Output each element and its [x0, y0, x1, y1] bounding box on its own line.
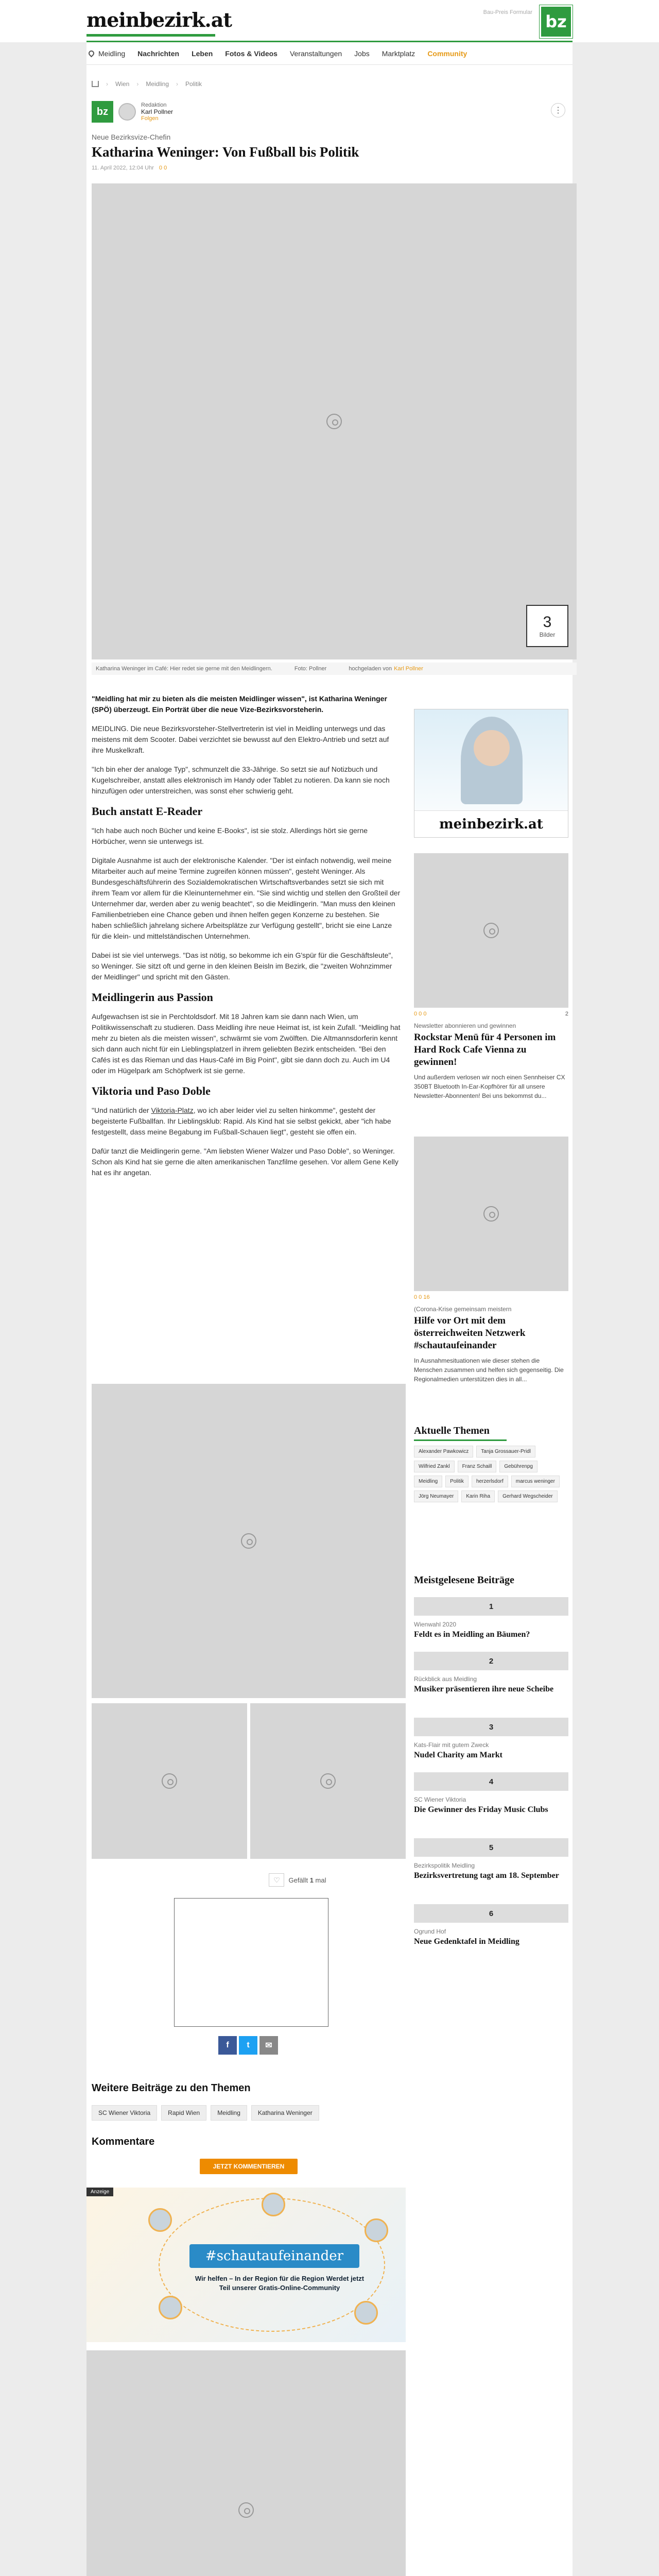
nav-item-nachrichten[interactable]: Nachrichten — [137, 49, 180, 58]
most-read-item[interactable] — [414, 1597, 568, 1640]
sidebar-card-image[interactable] — [414, 853, 568, 1008]
topics-list — [414, 1446, 568, 1505]
bz-logo[interactable]: bz — [540, 5, 573, 38]
author-row — [92, 100, 565, 126]
card-counts[interactable]: 0 0 0 — [414, 1011, 427, 1017]
sidebar-card-image[interactable] — [414, 1137, 568, 1291]
most-read-item[interactable] — [414, 1838, 568, 1881]
most-read-item[interactable] — [414, 1904, 568, 1947]
related-topics-title: Weitere Beiträge zu den Themen — [92, 2082, 251, 2094]
rank-kicker: Ogrund Hof — [414, 1928, 446, 1935]
topics-underline — [414, 1439, 507, 1441]
nav-item-community[interactable]: Community — [427, 49, 467, 58]
header-tagline[interactable]: Bau-Preis Formular — [483, 9, 532, 15]
author-name[interactable]: Karl Pollner — [141, 108, 174, 115]
image-loading-icon — [320, 1773, 336, 1789]
breadcrumb-sep: › — [106, 80, 108, 88]
article-counts[interactable]: 0 0 — [159, 165, 167, 171]
sidebar-ad[interactable] — [414, 709, 568, 838]
sidebar-ad-banner: meinbezirk.at — [414, 810, 568, 837]
most-read-item[interactable] — [414, 1718, 568, 1760]
image-loading-icon — [162, 1773, 177, 1789]
mail-share-icon[interactable]: ✉ — [259, 2036, 278, 2055]
image-caption — [92, 663, 577, 675]
caption-upload-prefix: hochgeladen von — [349, 666, 392, 672]
image-loading-icon — [483, 1206, 499, 1222]
nav-item-marktplatz[interactable]: Marktplatz — [381, 49, 415, 58]
sidebar-card-stats — [414, 1011, 568, 1017]
article-paragraph — [92, 1105, 401, 1138]
nav-item-veranstaltungen[interactable]: Veranstaltungen — [289, 49, 342, 58]
related-tags — [92, 2105, 323, 2121]
caption-upload — [349, 666, 423, 672]
article-subheading: Meidlingerin aus Passion — [92, 991, 213, 1004]
rank-number: 1 — [414, 1597, 568, 1616]
location-pin-icon — [88, 49, 96, 58]
rank-kicker: Kats-Flair mit gutem Zweck — [414, 1741, 489, 1749]
sidebar-card-kicker: Newsletter abonnieren und gewinnen — [414, 1022, 516, 1029]
like-suffix: mal — [315, 1876, 326, 1884]
site-logo[interactable]: meinbezirk.at — [86, 8, 232, 31]
image-loading-icon — [483, 923, 499, 938]
topic-tag[interactable]: Katharina Weninger — [251, 2105, 319, 2121]
rank-kicker: Bezirkspolitik Meidling — [414, 1862, 475, 1869]
follow-button[interactable]: Folgen — [141, 115, 159, 122]
logo-underline — [86, 34, 215, 37]
gallery-image-large[interactable] — [92, 1384, 406, 1698]
like-row — [220, 1872, 375, 1888]
article-paragraph: Dafür tanzt die Meidlingerin gerne. "Am liebsten Wiener Walzer und Paso Doble", so Weninger. Schon als Kind hat sie gerne die alten amerikanischen Tanzfilme gesehen. Vor allem Gene Kelly hat es ihr angetan. — [92, 1147, 398, 1177]
author-role: Redaktion — [141, 102, 167, 108]
rank-title[interactable]: Die Gewinner des Friday Music Clubs — [414, 1805, 548, 1814]
image-loading-icon — [238, 2502, 254, 2518]
rank-number: 5 — [414, 1838, 568, 1857]
rank-number: 2 — [414, 1652, 568, 1670]
breadcrumb-item[interactable]: Wien — [115, 80, 130, 88]
gallery-image-small[interactable] — [92, 1703, 247, 1859]
topic-tag[interactable]: Wilfried Zankl — [414, 1461, 455, 1472]
card-image-count: 2 — [565, 1011, 568, 1017]
main-nav — [86, 42, 573, 65]
more-options-icon[interactable]: ⋮ — [551, 103, 565, 117]
article-subheading: Viktoria und Paso Doble — [92, 1084, 211, 1097]
article-date: 11. April 2022, 12:04 Uhr — [92, 165, 154, 171]
article-kicker: Neue Bezirksvize-Chefin — [92, 133, 171, 141]
paragraph-text: , wo ich aber leider viel zu selten hinkomme", gesteht der begeisterte Fußballfan. Ihr Lieblingsklub: Rapid. Als Kind hat sie selbst gekickt, aber "ich habe festgestellt, dass meine Begabung im Fußball-Schauen liegt", gesteht sie offen ein. — [92, 1106, 391, 1136]
breadcrumb-sep: › — [136, 80, 139, 88]
most-read-item[interactable] — [414, 1652, 568, 1694]
topic-tag[interactable]: Gebührenpg — [499, 1461, 537, 1472]
breadcrumb-item[interactable]: Politik — [185, 80, 202, 88]
rank-kicker: SC Wiener Viktoria — [414, 1796, 466, 1803]
sidebar-card-title[interactable]: Hilfe vor Ort mit dem österreichweiten Netzwerk #schautaufeinander — [414, 1315, 526, 1351]
promo-person-image — [159, 2296, 182, 2319]
topic-tag[interactable]: Meidling — [211, 2105, 247, 2121]
rank-number: 4 — [414, 1772, 568, 1791]
rank-kicker: Wienwahl 2020 — [414, 1621, 457, 1628]
ad-badge: Anzeige — [86, 2188, 113, 2196]
rank-title[interactable]: Bezirksvertretung tagt am 18. September — [414, 1871, 559, 1880]
image-count: 3 — [543, 614, 552, 631]
caption-photo: Foto: Pollner — [294, 666, 327, 672]
promo-banner[interactable] — [86, 2188, 406, 2342]
page-title: Katharina Weninger: Von Fußball bis Politik — [92, 144, 359, 160]
image-loading-icon — [326, 414, 342, 429]
topic-tag[interactable]: Alexander Pawkowicz — [414, 1446, 473, 1458]
rank-number: 6 — [414, 1904, 568, 1923]
rank-kicker: Rückblick aus Meidling — [414, 1675, 477, 1683]
ad-slot-large[interactable] — [86, 2350, 406, 2576]
breadcrumb-item[interactable]: Meidling — [146, 80, 169, 88]
topic-tag[interactable]: Tanja Grossauer-Pridl — [476, 1446, 535, 1458]
article-subheading: Buch anstatt E-Reader — [92, 805, 203, 818]
rank-title[interactable]: Neue Gedenktafel in Meidling — [414, 1937, 519, 1946]
promo-headline: #schautaufeinander — [189, 2244, 359, 2268]
share-buttons — [218, 2036, 280, 2055]
nav-location-label: Meidling — [98, 49, 126, 58]
topic-tag[interactable]: Karin Riha — [461, 1490, 495, 1502]
gallery-image-small[interactable] — [250, 1703, 406, 1859]
topic-tag[interactable]: herzerlsdorf — [472, 1476, 508, 1487]
breadcrumb — [92, 80, 209, 88]
author-publisher-logo[interactable]: bz — [92, 101, 113, 123]
article-paragraph: Dabei ist sie viel unterwegs. "Das ist nötig, so bekomme ich ein G'spür für die Geschäftsleute", so Weninger. Sie sitzt oft und gerne in den kleinen Beisln im Bezirk, die "zweiten Wohnzimmer der Meidlinger" und spricht mit den Gästen. — [92, 951, 393, 981]
like-count: 1 — [309, 1876, 314, 1884]
article-paragraph: "Ich bin eher der analoge Typ", schmunzelt die 33-Jährige. So setzt sie auf Notizbuch und Kugelschreiber, anstatt alles elektronisch im Handy oder Tablet zu notieren. Da kann sie noch hinzufügen oder unterstreichen, was sonst eher schwierig geht. — [92, 765, 390, 795]
image-count-label: Bilder — [539, 631, 556, 638]
article-paragraph: MEIDLING. Die neue Bezirksvorsteher-Stellvertreterin ist viel in Meidling unterwegs und das meistens mit dem Scooter. Dabei verzichtet sie bewusst auf den Elektro-Antrieb und setzt auf ihre Muskelkraft. — [92, 724, 389, 754]
rank-number: 3 — [414, 1718, 568, 1736]
home-icon[interactable] — [92, 81, 99, 87]
rank-title[interactable]: Musiker präsentieren ihre neue Scheibe — [414, 1685, 554, 1693]
twitter-share-icon[interactable]: t — [239, 2036, 257, 2055]
rank-title[interactable]: Feldt es in Meidling an Bäumen? — [414, 1630, 530, 1639]
topic-tag[interactable]: Jörg Neumayer — [414, 1490, 458, 1502]
like-prefix: Gefällt — [288, 1876, 308, 1884]
page-content — [86, 65, 573, 2576]
topic-tag[interactable]: Rapid Wien — [161, 2105, 206, 2121]
image-loading-icon — [241, 1533, 256, 1549]
promo-person-image — [365, 2218, 388, 2242]
facebook-share-icon[interactable]: f — [218, 2036, 237, 2055]
article-paragraph: Aufgewachsen ist sie in Perchtoldsdorf. Mit 18 Jahren kam sie dann nach Wien, um Politikwissenschaft zu studieren. Dass Meidling ihre neue Heimat ist, ist kein Zufall. "Meidling hat mehr zu bieten als die meisten wissen", schwärmt sie vom Zwölften. Die Altmannsdorferin kennt sich dann auch nicht für ein Lieblingsplatzerl in ihrem geliebten Bezirk entscheiden. "Bei den Cafés ist es das Rieman und das Haus-Café im Big Point", gibt sie dann doch zu. Auch im U4 oder im Hügelpark am Schöpfwerk ist sie gerne. — [92, 1012, 401, 1075]
viktoria-platz-link[interactable]: Viktoria-Platz — [151, 1106, 194, 1114]
nav-location[interactable] — [89, 49, 125, 58]
sidebar-card-title[interactable]: Rockstar Menü für 4 Personen im Hard Rock Cafe Vienna zu gewinnen! — [414, 1032, 556, 1067]
most-read-title: Meistgelesene Beiträge — [414, 1574, 514, 1586]
nav-item-fotos-videos[interactable]: Fotos & Videos — [225, 49, 278, 58]
most-read-item[interactable] — [414, 1772, 568, 1815]
rank-title[interactable]: Nudel Charity am Markt — [414, 1751, 502, 1759]
article-paragraph: "Ich habe auch noch Bücher und keine E-Books", ist sie stolz. Allerdings hört sie gerne Hörbücher, wenn sie unterwegs ist. — [92, 826, 368, 845]
topics-title: Aktuelle Themen — [414, 1425, 490, 1436]
breadcrumb-sep: › — [176, 80, 179, 88]
sidebar-card-stats — [414, 1294, 568, 1300]
card-counts[interactable]: 0 0 16 — [414, 1294, 430, 1300]
promo-person-image — [148, 2208, 172, 2232]
sidebar-card-kicker: (Corona-Krise gemeinsam meistern — [414, 1306, 512, 1313]
heart-icon[interactable]: ♡ — [269, 1873, 284, 1887]
comments-title: Kommentare — [92, 2136, 155, 2147]
topic-tag[interactable]: marcus weninger — [511, 1476, 560, 1487]
promo-person-image — [262, 2193, 285, 2216]
topic-tag[interactable]: Gerhard Wegscheider — [498, 1490, 558, 1502]
article-meta — [92, 165, 167, 171]
site-header — [0, 0, 659, 42]
topic-tag[interactable]: Franz Schaill — [458, 1461, 497, 1472]
promo-subtext: Wir helfen – In der Region für die Region Werdet jetzt Teil unserer Gratis-Online-Community — [195, 2275, 365, 2292]
comment-button[interactable]: JETZT KOMMENTIEREN — [200, 2159, 298, 2174]
nav-item-leben[interactable]: Leben — [192, 49, 213, 58]
topic-tag[interactable]: SC Wiener Viktoria — [92, 2105, 157, 2121]
topic-tag[interactable]: Meidling — [414, 1476, 442, 1487]
article-lead: "Meidling hat mir zu bieten als die meisten Meidlinger wissen", ist Katharina Weninger (SPÖ) überzeugt. Ein Porträt über die neue Vize-Bezirksvorsteherin. — [92, 694, 387, 714]
promo-person-image — [354, 2301, 378, 2325]
sidebar-card-text: Und außerdem verlosen wir noch einen Sennheiser CX 350BT Bluetooth In-Ear-Kopfhörer für all unsere Newsletter-Abonnenten! Bei uns bekommst du... — [414, 1074, 565, 1099]
header-inner — [86, 0, 573, 42]
nav-item-jobs[interactable]: Jobs — [354, 49, 370, 58]
caption-text: Katharina Weninger im Café: Hier redet sie gerne mit den Meidlingern. — [96, 666, 272, 672]
ad-person-face — [474, 730, 510, 766]
sidebar-card-text: In Ausnahmesituationen wie dieser stehen die Menschen zusammen und helfen sich gegenseitig. Die Regionalmedien unterstützen dies in all... — [414, 1357, 564, 1383]
caption-upload-author[interactable]: Karl Pollner — [394, 666, 423, 672]
hero-image[interactable] — [92, 183, 577, 659]
image-count-badge[interactable] — [526, 605, 568, 647]
ad-slot[interactable] — [174, 1898, 328, 2027]
avatar[interactable] — [118, 103, 136, 121]
article-body — [92, 693, 401, 1187]
paragraph-text: "Und natürlich der — [92, 1106, 151, 1114]
topic-tag[interactable]: Politik — [445, 1476, 469, 1487]
article-paragraph: Digitale Ausnahme ist auch der elektronische Kalender. "Der ist einfach notwendig, weil meine Mitarbeiter auch auf meine Termine zugreifen können müssen", gesteht Weninger. Als Bundesgeschäftsführerin des Sozialdemokratischen Wirtschaftsverbandes setzt sie sich mit ihrem Team vor allem für die Kleinunternehmer ein. "Sie sind wichtig und stellen den Großteil der Unternehmer dar, werden aber zu wenig beachtet", so die Meidlingerin. "Man muss den kleinen Familienbetrieben eine Chance geben und ihnen helfen gegen Konzerne zu bestehen. Sie haben schließlich jahrelang sichere Arbeitsplätze zur Verfügung gestellt", bricht sie eine Lanze für die klein- und mittelständischen Unternehmen. — [92, 856, 401, 940]
